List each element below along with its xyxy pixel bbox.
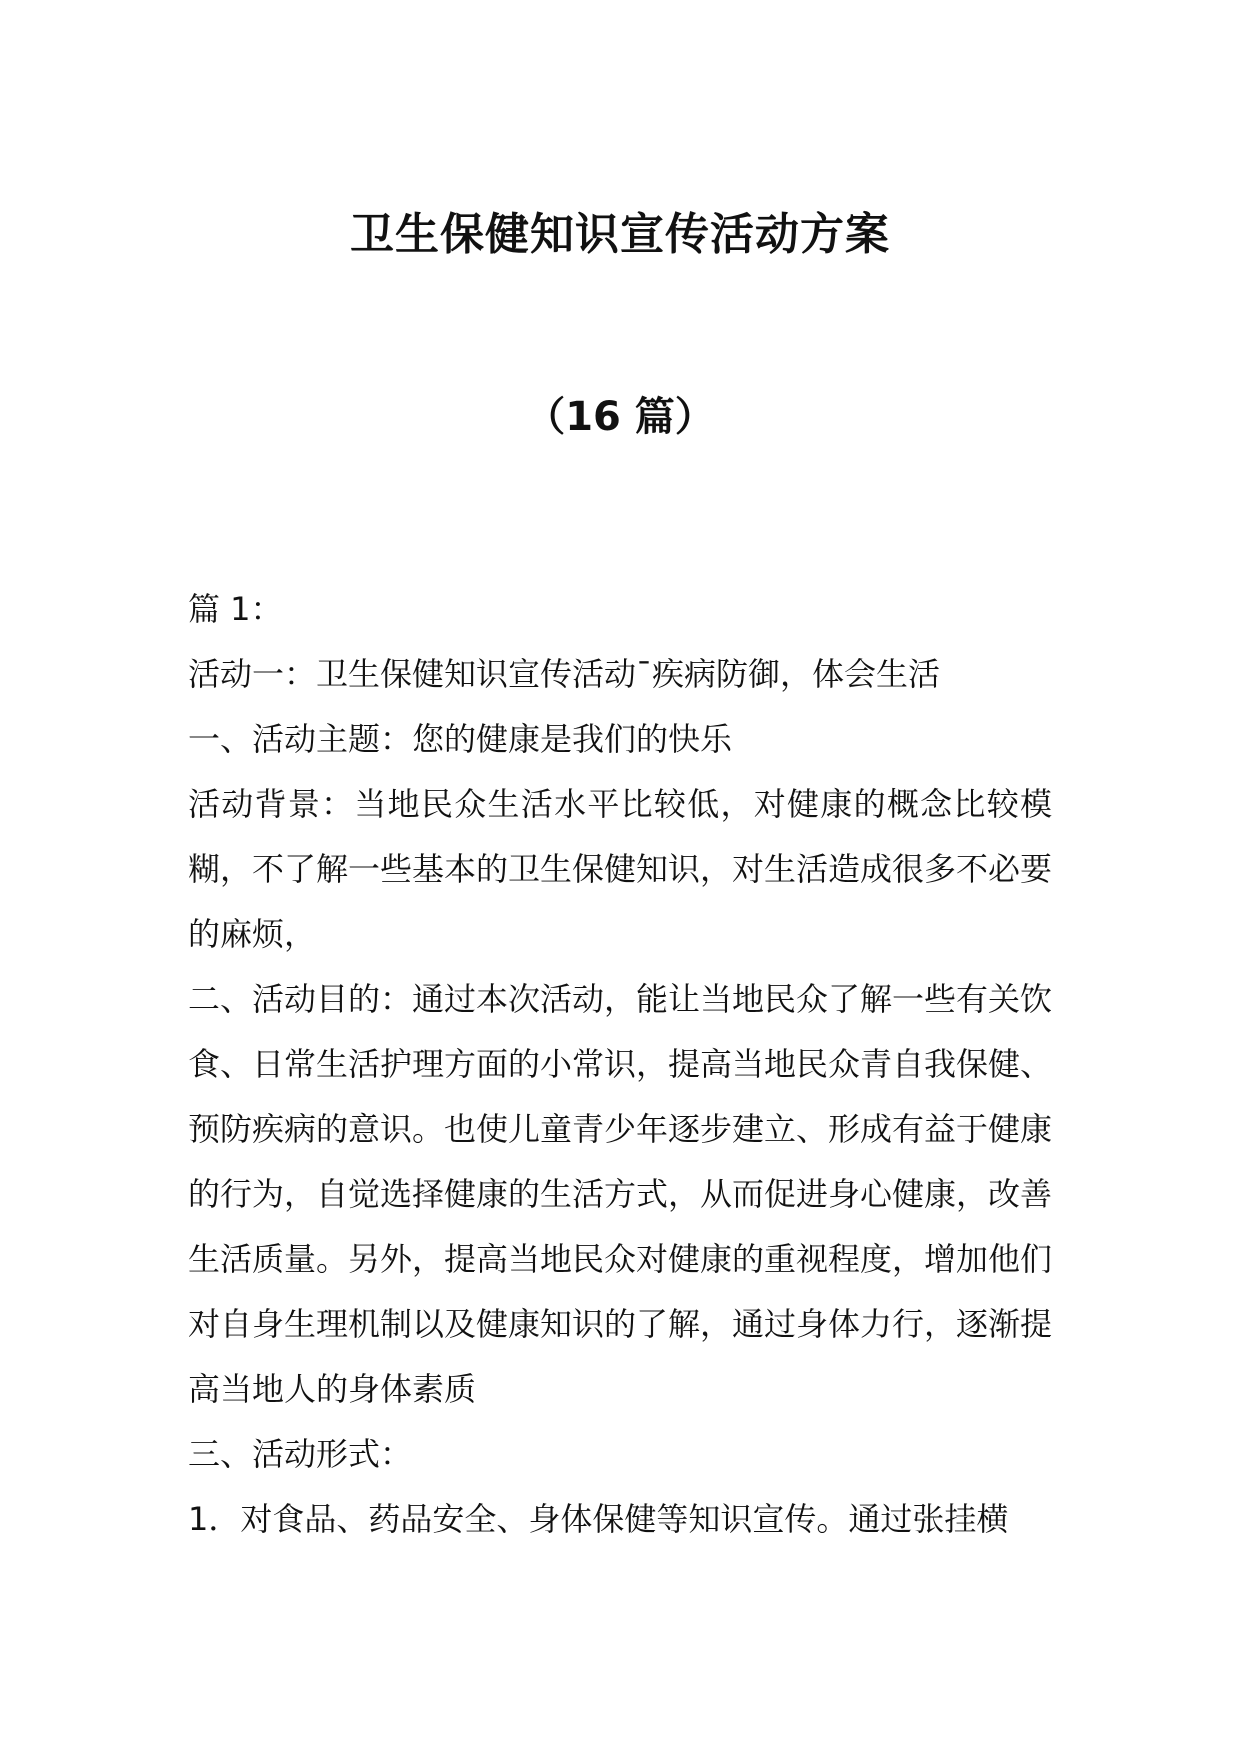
activity-theme: 一、活动主题：您的健康是我们的快乐	[188, 720, 733, 758]
document-subtitle: （16 篇）	[525, 394, 715, 440]
activity-one-heading: 活动一：卫生保健知识宣传活动¯疾病防御，体会生活	[188, 655, 941, 693]
document-title: 卫生保健知识宣传活动方案	[350, 209, 890, 260]
activity-form-item-1: 1．对食品、药品安全、身体保健等知识宣传。通过张挂横	[188, 1500, 1009, 1538]
activity-purpose: 二、活动目的：通过本次活动，能让当地民众了解一些有关饮食、日常生活护理方面的小常识，提高当地民众青自我保健、预防疾病的意识。也使儿童青少年逐步建立、形成有益于健康的行为，自觉选择健康的生活方式，从而促进身心健康，改善生活质量。另外，提高当地民众对健康的重视程度，增加他们对自身生理机制以及健康知识的了解，通过身体力行，逐渐提高当地人的身体素质	[188, 980, 1053, 1408]
document-body	[188, 577, 1052, 1552]
activity-background: 活动背景：当地民众生活水平比较低，对健康的概念比较模糊，不了解一些基本的卫生保健知识，对生活造成很多不必要的麻烦，	[188, 785, 1053, 953]
section-heading-part-1: 篇 1：	[188, 590, 283, 628]
activity-form-heading: 三、活动形式：	[188, 1435, 413, 1473]
